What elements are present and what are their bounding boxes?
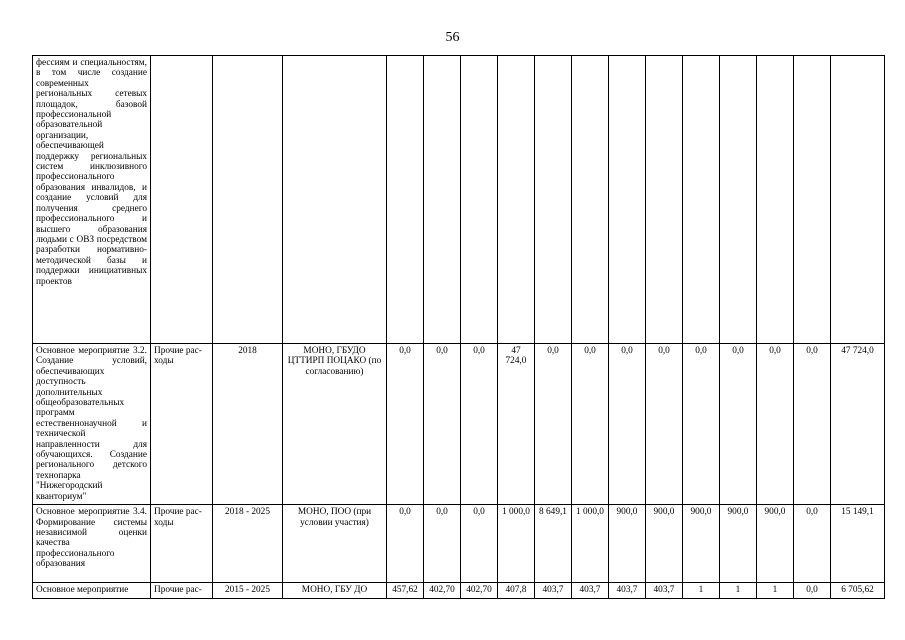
year-value-cell: 0,0: [461, 344, 498, 505]
year-value-cell: 403,7: [609, 583, 646, 599]
table-row: [33, 583, 885, 599]
year-value-cell: [720, 56, 757, 344]
year-value-cell: 1: [720, 583, 757, 599]
year-value-cell: 900,0: [683, 505, 720, 583]
year-value-cell: [794, 56, 831, 344]
year-value-cell: 403,7: [535, 583, 572, 599]
year-value-cell: 0,0: [609, 344, 646, 505]
year-value-cell: 8 649,1: [535, 505, 572, 583]
year-value-cell: 407,8: [498, 583, 535, 599]
year-value-cell: [535, 56, 572, 344]
year-value-cell: [498, 56, 535, 344]
year-value-cell: 0,0: [424, 505, 461, 583]
year-value-cell: 0,0: [646, 344, 683, 505]
year-value-cell: 900,0: [720, 505, 757, 583]
year-value-cell: 0,0: [461, 505, 498, 583]
period-cell: [213, 56, 283, 344]
total-cell: 47 724,0: [831, 344, 885, 505]
year-value-cell: 403,7: [572, 583, 609, 599]
year-value-cell: [461, 56, 498, 344]
year-value-cell: 0,0: [720, 344, 757, 505]
year-value-cell: 0,0: [387, 344, 424, 505]
year-value-cell: 0,0: [794, 505, 831, 583]
total-cell: 15 149,1: [831, 505, 885, 583]
expense-type-cell: Прочие рас-ходы: [151, 344, 213, 505]
table-row: [33, 344, 885, 505]
year-value-cell: [683, 56, 720, 344]
expense-type-cell: Прочие рас-: [151, 583, 213, 599]
activity-description-cell: Основное мероприятие: [33, 583, 151, 599]
executor-cell: [283, 56, 387, 344]
executor-cell: МОНО, ГБУ ДО: [283, 583, 387, 599]
expense-type-cell: Прочие рас-ходы: [151, 505, 213, 583]
activity-description-cell: Основное мероприятие 3.2. Создание условий, обеспечивающих доступность дополнительных общеобразовательных программ естественнонаучной и технической направленности для обучающихся. Создание регионального детского технопарка "Нижегородский кванториум": [33, 344, 151, 505]
year-value-cell: 402,70: [461, 583, 498, 599]
total-cell: 6 705,62: [831, 583, 885, 599]
year-value-cell: 1 000,0: [498, 505, 535, 583]
year-value-cell: [387, 56, 424, 344]
year-value-cell: 0,0: [757, 344, 794, 505]
period-cell: 2018 - 2025: [213, 505, 283, 583]
year-value-cell: 0,0: [572, 344, 609, 505]
year-value-cell: [646, 56, 683, 344]
year-value-cell: 402,70: [424, 583, 461, 599]
year-value-cell: [424, 56, 461, 344]
year-value-cell: 0,0: [683, 344, 720, 505]
year-value-cell: [609, 56, 646, 344]
year-value-cell: 0,0: [424, 344, 461, 505]
year-value-cell: [572, 56, 609, 344]
period-cell: 2018: [213, 344, 283, 505]
year-value-cell: 0,0: [535, 344, 572, 505]
year-value-cell: 1 000,0: [572, 505, 609, 583]
year-value-cell: 0,0: [794, 583, 831, 599]
executor-cell: МОНО, ГБУДО ЦТТИРП ПОЦАКО (по согласованию): [283, 344, 387, 505]
table-body: [33, 56, 885, 599]
year-value-cell: 900,0: [646, 505, 683, 583]
year-value-cell: 1: [757, 583, 794, 599]
total-cell: [831, 56, 885, 344]
year-value-cell: 1: [683, 583, 720, 599]
activity-description-cell: фессиям и специальностям, в том числе создание современных региональных сетевых площадок, базовой профессиональной образовательной организации, обеспечивающей поддержку региональных систем инклюзивного профессионального образования инвалидов, и создание условий для получения среднего профессионального и высшего образования людьми с ОВЗ посредством разработки нормативно-методической базы и поддержки инициативных проектов: [33, 56, 151, 344]
year-value-cell: 0,0: [794, 344, 831, 505]
year-value-cell: 47 724,0: [498, 344, 535, 505]
executor-cell: МОНО, ПОО (при условии участия): [283, 505, 387, 583]
year-value-cell: 457,62: [387, 583, 424, 599]
year-value-cell: [757, 56, 794, 344]
program-table: [32, 55, 885, 599]
table-row: [33, 56, 885, 344]
year-value-cell: 900,0: [757, 505, 794, 583]
year-value-cell: 900,0: [609, 505, 646, 583]
expense-type-cell: [151, 56, 213, 344]
page-number: 56: [445, 30, 460, 45]
activity-description-cell: Основное мероприятие 3.4. Формирование системы независимой оценки качества профессионального образования: [33, 505, 151, 583]
year-value-cell: 0,0: [387, 505, 424, 583]
period-cell: 2015 - 2025: [213, 583, 283, 599]
year-value-cell: 403,7: [646, 583, 683, 599]
table-row: [33, 505, 885, 583]
